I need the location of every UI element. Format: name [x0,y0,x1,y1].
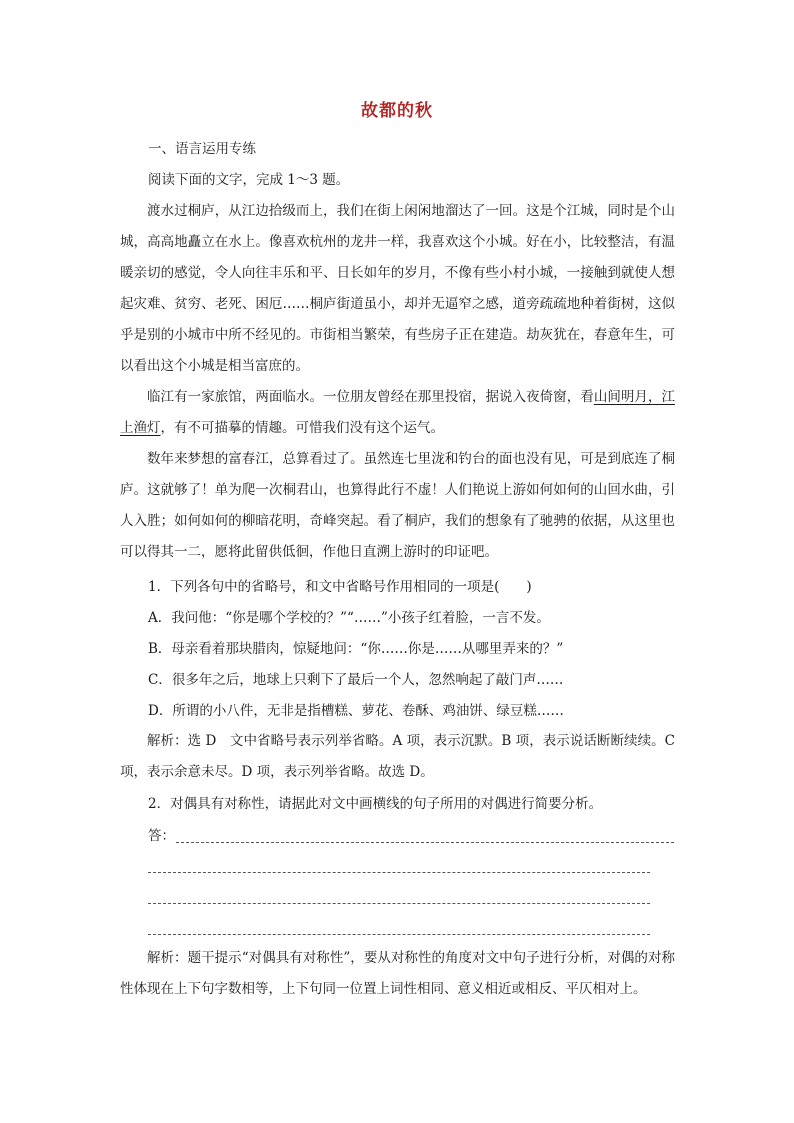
answer-blank-line-4[interactable] [148,934,650,935]
question-1-option-c: C．很多年之后，地球上只剩下了最后一个人，忽然响起了敲门声…… [148,672,564,688]
question-1-option-a: A．我问他：“你是哪个学校的？”“……”小孩子红着脸，一言不发。 [148,610,550,626]
paragraph-2-text-before: 临江有一家旅馆，两面临水。一位朋友曾经在那里投宿，据说入夜倚窗，看 [147,389,594,405]
question-2-stem: 2．对偶具有对称性，请据此对文中画横线的句子所用的对偶进行简要分析。 [148,796,603,812]
page-title: 故都的秋 [361,101,433,121]
passage-paragraph-2 [120,382,675,444]
question-2-solution: 解析：题干提示“对偶具有对称性”，要从对称性的角度对文中句子进行分析，对偶的对称性体现在上下句字数相等，上下句同一位置上词性相同、意义相近或相反、平仄相对上。 [120,950,675,997]
paragraph-2-text-after: ，有不可描摹的情趣。可惜我们没有这个运气。 [160,420,444,436]
passage-paragraph-1: 渡水过桐庐，从江边拾级而上，我们在街上闲闲地溜达了一回。这是个江城，同时是个山城，高高地矗立在水上。像喜欢杭州的龙井一样，我喜欢这个小城。好在小，比较整洁，有温暖亲切的感觉，令人向往丰乐和平、日长如年的岁月，不像有些小村小城，一接触到就使人想起灾难、贫穷、老死、困厄……桐庐街道虽小，却并无逼窄之感，道旁疏疏地种着街树，这似乎是别的小城市中所不经见的。市街相当繁荣，有些房子正在建造。劫灰犹在，春意年生，可以看出这个小城是相当富庶的。 [120,203,675,374]
answer-blank-line-1[interactable] [176,842,674,843]
underlined-couplet: 山间明月，江上渔灯 [120,389,676,436]
question-1-solution: 解析：选 D 文中省略号表示列举省略。A 项，表示沉默。B 项，表示说话断断续续。C 项，表示余意未尽。D 项，表示列举省略。故选 D。 [120,733,675,780]
section-heading: 一、语言运用专练 [148,141,256,157]
answer-label: 答： [148,828,175,844]
passage-paragraph-3: 数年来梦想的富春江，总算看过了。虽然连七里泷和钓台的面也没有见，可是到底连了桐庐。这就够了！单为爬一次桐君山，也算得此行不虚！人们艳说上游如何如何的山回水曲，引人入胜；如何如何的柳暗花明，奇峰突起。看了桐庐，我们的想象有了驰骋的依据，从这里也可以得其一二，愿将此留供低徊，作他日直溯上游时的印证吧。 [120,451,675,560]
answer-blank-line-3[interactable] [148,903,650,904]
reading-instruction: 阅读下面的文字，完成 1～3 题。 [148,172,350,188]
answer-blank-line-2[interactable] [148,872,650,873]
question-1-option-b: B．母亲看着那块腊肉，惊疑地问：“你……你是……从哪里弄来的？” [148,641,564,657]
question-1-option-d: D．所谓的小八件，无非是指槽糕、萝花、卷酥、鸡油饼、绿豆糕…… [148,703,564,719]
question-1-stem: 1．下列各句中的省略号，和文中省略号作用相同的一项是( ) [148,579,532,595]
